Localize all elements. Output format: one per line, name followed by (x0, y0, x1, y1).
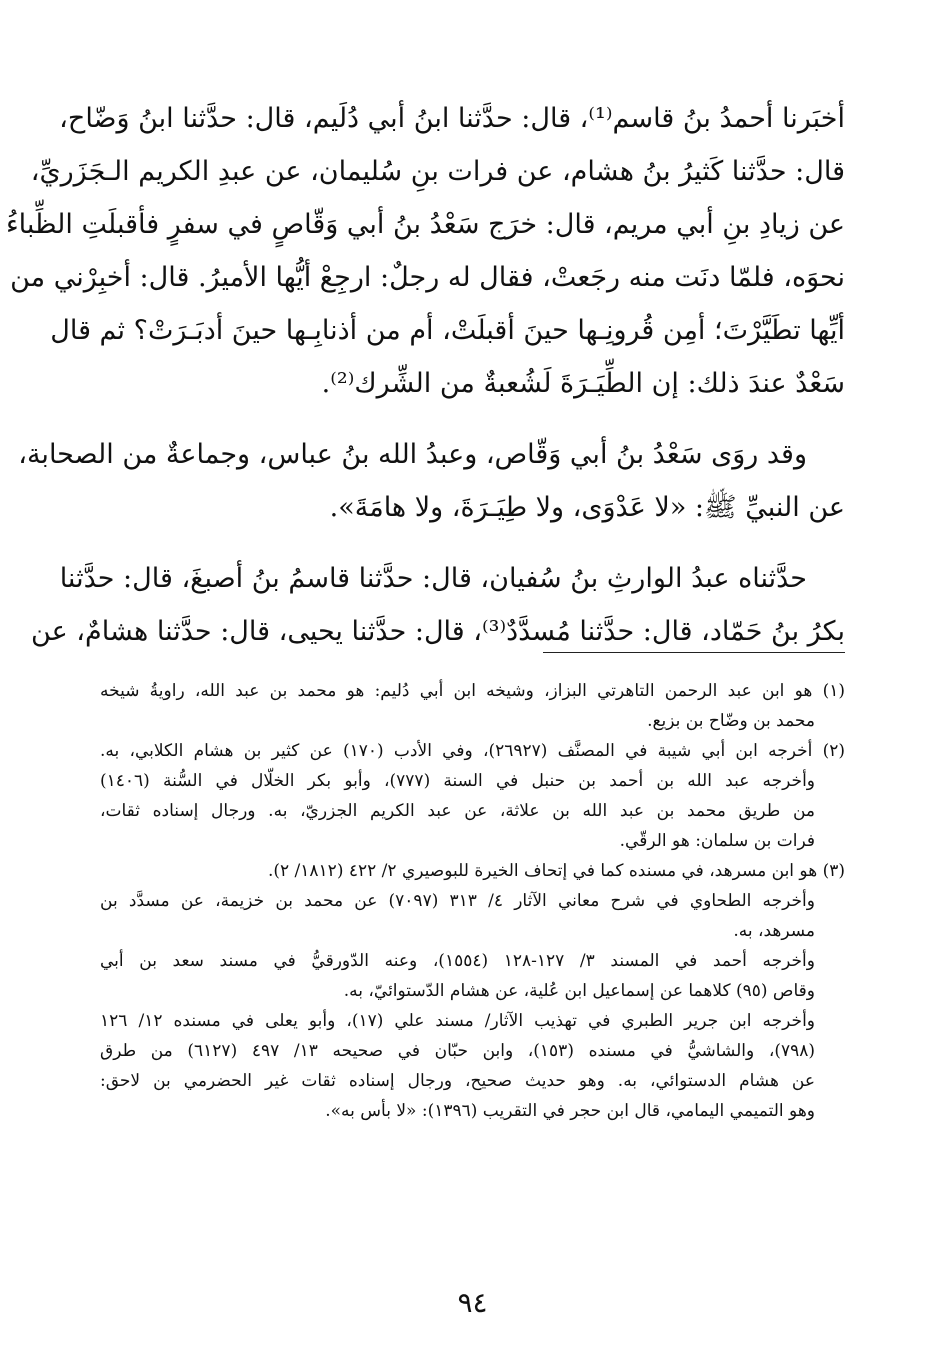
footnote-line: فرات بن سلمان: هو الرقّي. (619, 831, 815, 851)
footnote-line: وقاص (٩٥) كلاهما عن إسماعيل ابن عُلية، عن هشام الدّستوائيّ، به. (343, 981, 815, 1001)
text-line: حدَّثناه عبدُ الوارثِ بنُ سُفيان، قال: حدَّثنا قاسمُ بنُ أصبغَ، قال: حدَّثنا (59, 563, 807, 594)
text-line: بكرُ بنُ حَمّاد، قال: حدَّثنا مُسدَّدٌ⁽³⁾، قال: حدَّثنا يحيى، قال: حدَّثنا هشامٌ، عن (31, 616, 845, 647)
page-number: ٩٤ (457, 1286, 488, 1319)
footnote-line: (٧٩٨)، والشاشيُّ في مسنده (١٥٣)، وابن حبّان في صحيحه ١٣/ ٤٩٧ (٦١٢٧) من طرق (100, 1041, 816, 1061)
text-line: قال: حدَّثنا كَثيرُ بنُ هشام، عن فرات بنِ سُليمان، عن عبدِ الكريم الـجَزَريِّ، (30, 156, 845, 187)
footnote-3 (100, 856, 845, 1126)
footnote-line: مسرهد، به. (733, 921, 815, 941)
text-line: أيِّها تطَيَّرْتَ؛ أمِن قُرونِـها حينَ أقبلَتْ، أم من أذنابِـها حينَ أدبَـرَتْ؟ ثم قال (50, 315, 845, 346)
footnote-line: (١) هو ابن عبد الرحمن التاهرتي البزاز، وشيخه ابن أبي دُليم: هو محمد بن عبد الله، راويةُ شيخه (100, 681, 845, 701)
footnote-line: وأخرجه الطحاوي في شرح معاني الآثار ٤/ ٣١٣ (٧٠٩٧) عن محمد بن خزيمة، عن مسدَّد بن (100, 891, 815, 911)
text-line: عن زيادِ بنِ أبي مريم، قال: خرَج سَعْدُ بنُ أبي وَقّاصٍ في سفرٍ فأقبلَتِ الظِّباءُ (5, 209, 845, 240)
paragraph (31, 552, 845, 658)
footnote-line: (٣) هو ابن مسرهد، في مسنده كما في إتحاف الخيرة للبوصيري ٢/ ٤٢٢ (١٨١٢/ ٢). (267, 861, 845, 881)
text-line: سَعْدٌ عندَ ذلك: إن الطِّيَـرَةَ لَشُعبةٌ من الشِّرك⁽²⁾. (321, 368, 845, 399)
text-line: نحوَه، فلمّا دنَت منه رجَعتْ، فقال له رجلٌ: ارجِعْ أيُّها الأميرُ. قال: أخبِرْني من (10, 262, 845, 293)
footnote-line: وأخرجه ابن جرير الطبري في تهذيب الآثار/ مسند علي (١٧)، وأبو يعلى في مسنده ١٢/ ١٢٦ (100, 1011, 816, 1031)
main-text (5, 92, 845, 658)
paragraph (5, 92, 845, 410)
footnote-line: من طريق محمد بن عبد الله بن علاثة، عن عبد الكريم الجزريّ، به. ورجال إسناده ثقات، (100, 801, 815, 821)
footnote-line: عن هشام الدستوائي، به. وهو حديث صحيح، ورجال إسناده ثقات غير الحضرمي بن لاحق: (100, 1071, 815, 1091)
footnote-1 (100, 676, 845, 736)
footnote-2 (100, 736, 845, 856)
footnote-line: محمد بن وضّاح بن بزيع. (647, 711, 815, 731)
text-line: عن النبيِّ ﷺ: «لا عَدْوَى، ولا طِيَـرَةَ، ولا هامَةَ». (329, 492, 845, 523)
footnote-line: وأخرجه أحمد في المسند ٣/ ١٢٧-١٢٨ (١٥٥٤)، وعنه الدّورقيُّ في مسند سعد بن أبي (100, 951, 815, 971)
footnote-separator (543, 652, 845, 653)
text-line: أخبَرنا أحمدُ بنُ قاسم⁽¹⁾، قال: حدَّثنا ابنُ أبي دُلَيم، قال: حدَّثنا ابنُ وَضّاح، (59, 103, 845, 134)
footnote-line: وأخرجه عبد الله بن أحمد بن حنبل في السنة (٧٧٧)، وأبو بكر الخلّال في السُّنة (١٤٠٦) (100, 771, 815, 791)
footnotes (100, 676, 845, 1126)
paragraph (18, 428, 845, 534)
footnote-line: وهو التميمي اليمامي، قال ابن حجر في التقريب (١٣٩٦): «لا بأس به». (325, 1101, 815, 1121)
text-line: وقد روَى سَعْدُ بنُ أبي وَقّاص، وعبدُ الله بنُ عباس، وجماعةٌ من الصحابة، (18, 439, 807, 470)
footnote-line: (٢) أخرجه ابن أبي شيبة في المصنَّف (٢٦٩٢٧)، وفي الأدب (١٧٠) عن كثير بن هشام الكلابي، به. (100, 741, 845, 761)
